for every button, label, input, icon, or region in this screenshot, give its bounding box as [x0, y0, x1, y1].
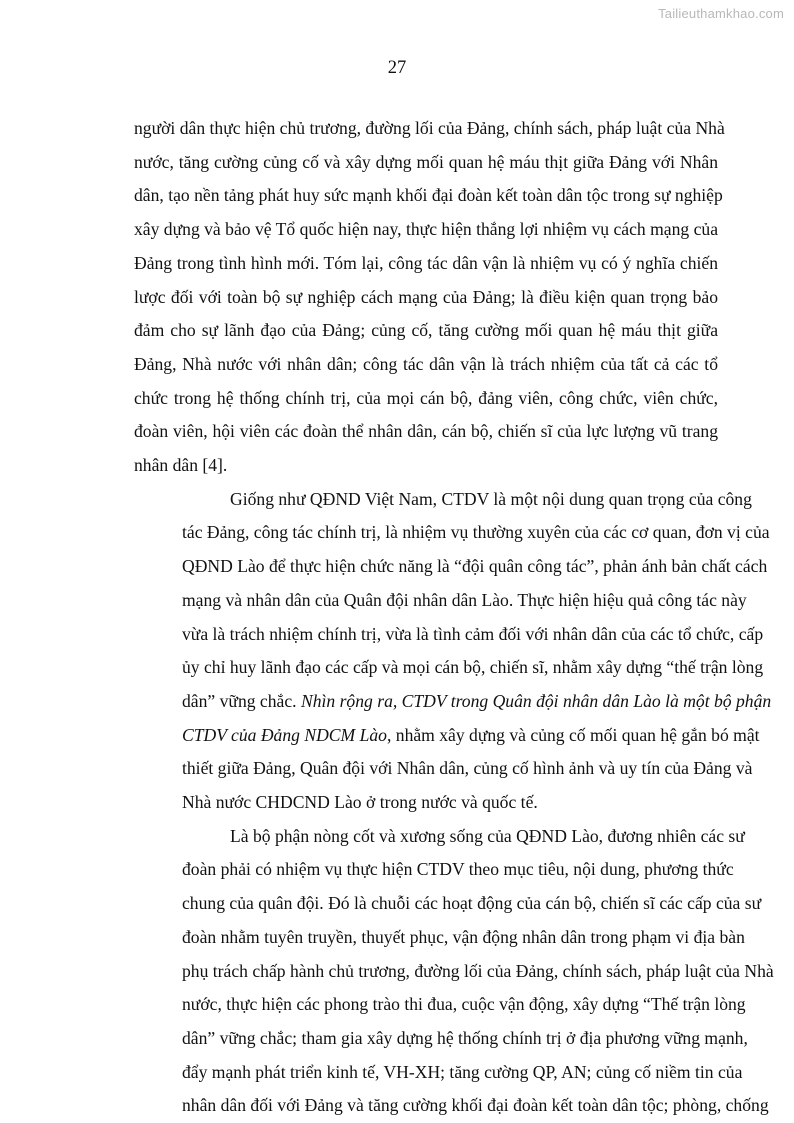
- text-line: [134, 584, 747, 618]
- text-segment: đẩy mạnh phát triển kinh tế, VH-XH; tăng cường QP, AN; củng cố niềm tin của: [182, 1061, 743, 1082]
- text-segment: dân” vững chắc.: [182, 690, 301, 711]
- text-line: [134, 516, 770, 550]
- text-line: [134, 415, 718, 449]
- text-line: [134, 483, 752, 517]
- text-segment: QĐND Lào để thực hiện chức năng là “đội quân công tác”, phản ánh bản chất cách: [182, 556, 768, 577]
- text-segment: thiết giữa Đảng, Quân đội với Nhân dân, củng cố hình ảnh và uy tín của Đảng và: [182, 758, 753, 779]
- italic-text: CTDV của Đảng NDCM Lào: [182, 724, 387, 745]
- text-segment: đoàn nhằm tuyên truyền, thuyết phục, vận động nhân dân trong phạm vi địa bàn: [182, 926, 745, 947]
- text-segment: nhân dân đối với Đảng và tăng cường khối đại đoàn kết toàn dân tộc; phòng, chống: [182, 1095, 769, 1116]
- text-line: [134, 213, 718, 247]
- watermark: Tailieuthamkhao.com: [658, 6, 784, 21]
- page-number: 27: [387, 58, 407, 78]
- text-line: [134, 179, 723, 213]
- text-segment: dân, tạo nền tảng phát huy sức mạnh khối đại đoàn kết toàn dân tộc trong sự nghiệp: [134, 185, 723, 206]
- text-line: [134, 988, 746, 1022]
- text-line: [134, 449, 718, 483]
- text-segment: mạng và nhân dân của Quân đội nhân dân Lào. Thực hiện hiệu quả công tác này: [182, 589, 747, 610]
- text-line: [134, 1056, 743, 1090]
- text-segment: lược đối với toàn bộ sự nghiệp cách mạng của Đảng; là điều kiện quan trọng bảo: [134, 286, 718, 307]
- text-line: [134, 314, 718, 348]
- text-segment: Đảng trong tình hình mới. Tóm lại, công tác dân vận là nhiệm vụ có ý nghĩa chiến: [134, 252, 718, 273]
- text-line: [134, 887, 762, 921]
- text-segment: nhân dân [4].: [134, 455, 228, 476]
- text-segment: chức trong hệ thống chính trị, của mọi cán bộ, đảng viên, công chức, viên chức,: [134, 387, 718, 408]
- italic-text: Nhìn rộng ra, CTDV trong Quân đội nhân dân Lào là một bộ phận: [300, 690, 772, 711]
- text-segment: người dân thực hiện chủ trương, đường lối của Đảng, chính sách, pháp luật của Nhà: [134, 118, 725, 138]
- text-segment: vừa là trách nhiệm chính trị, vừa là tình cảm đối với nhân dân của các tổ chức, cấp: [182, 623, 764, 644]
- paragraph: [134, 820, 774, 1123]
- text-line: [134, 685, 772, 719]
- text-line: [134, 382, 718, 416]
- text-line: [134, 853, 734, 887]
- text-segment: xây dựng và bảo vệ Tổ quốc hiện nay, thực hiện thắng lợi nhiệm vụ cách mạng của: [134, 219, 718, 240]
- text-segment: Giống như QĐND Việt Nam, CTDV là một nội dung quan trọng của công: [230, 488, 752, 509]
- paragraph: [134, 483, 772, 820]
- text-segment: ủy chỉ huy lãnh đạo các cấp và mọi cán bộ, chiến sĩ, nhằm xây dựng “thế trận lòng: [182, 657, 764, 678]
- text-segment: Là bộ phận nòng cốt và xương sống của QĐND Lào, đương nhiên các sư: [230, 825, 745, 846]
- text-line: [134, 618, 764, 652]
- text-line: [134, 1022, 748, 1056]
- text-line: [134, 786, 718, 820]
- text-segment: tác Đảng, công tác chính trị, là nhiệm vụ thường xuyên của các cơ quan, đơn vị của: [182, 522, 770, 543]
- text-line: [134, 281, 718, 315]
- text-segment: nước, thực hiện các phong trào thi đua, cuộc vận động, xây dựng “Thế trận lòng: [182, 994, 746, 1015]
- text-segment: đoàn viên, hội viên các đoàn thể nhân dân, cán bộ, chiến sĩ của lực lượng vũ trang: [134, 421, 718, 442]
- text-line: [134, 820, 745, 854]
- text-segment: đoàn phải có nhiệm vụ thực hiện CTDV theo mục tiêu, nội dung, phương thức: [182, 859, 734, 880]
- text-segment: phụ trách chấp hành chủ trương, đường lối của Đảng, chính sách, pháp luật của Nhà: [182, 960, 774, 981]
- text-segment: Đảng, Nhà nước với nhân dân; công tác dân vận là trách nhiệm của tất cả các tổ: [134, 353, 718, 374]
- text-line: [134, 550, 768, 584]
- text-line: [134, 921, 745, 955]
- text-segment: chung của quân đội. Đó là chuỗi các hoạt động của cán bộ, chiến sĩ các cấp của sư: [182, 893, 762, 914]
- text-segment: đảm cho sự lãnh đạo của Đảng; củng cố, tăng cường mối quan hệ máu thịt giữa: [134, 320, 718, 341]
- text-segment: Nhà nước CHDCND Lào ở trong nước và quốc tế.: [182, 792, 538, 813]
- document-body: [134, 112, 774, 1123]
- text-line: [134, 112, 725, 146]
- text-line: [134, 1089, 769, 1123]
- paragraph: [134, 112, 725, 483]
- text-line: [134, 719, 760, 753]
- text-segment: nước, tăng cường củng cố và xây dựng mối quan hệ máu thịt giữa Đảng với Nhân: [134, 151, 718, 172]
- text-line: [134, 651, 764, 685]
- text-line: [134, 752, 753, 786]
- text-segment: , nhằm xây dựng và củng cố mối quan hệ gắn bó mật: [386, 724, 760, 745]
- text-line: [134, 955, 774, 989]
- text-segment: dân” vững chắc; tham gia xây dựng hệ thống chính trị ở địa phương vững mạnh,: [182, 1027, 748, 1048]
- text-line: [134, 146, 718, 180]
- text-line: [134, 247, 718, 281]
- text-line: [134, 348, 718, 382]
